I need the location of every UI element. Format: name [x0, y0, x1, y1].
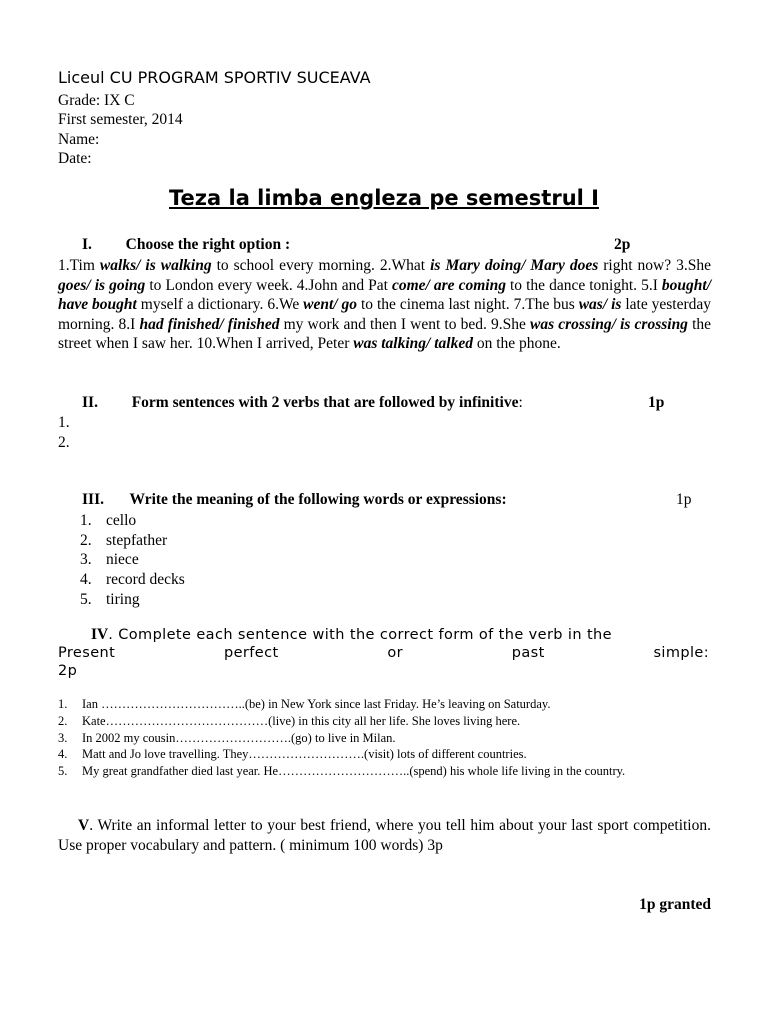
answer-option: bought/ have bought — [58, 276, 712, 314]
exercise-3-instruction: Write the meaning of the following words or expressions: — [129, 491, 507, 508]
sentence-text: late yesterday morning. 8.I — [58, 296, 712, 333]
answer-option: went/ go — [303, 296, 358, 314]
exercise-4-instruction: . Complete each sentence with the correct form of the verb in the — [108, 627, 612, 643]
list-item: 5. tiring — [80, 590, 140, 608]
exercise-5-instruction: . Write an informal letter to your best friend, where you tell him about your last sport competition. Use proper vocabulary and pattern. ( minimum 100 words) 3p — [58, 817, 711, 854]
list-item: 1. cello — [80, 512, 137, 529]
grade-line: Grade: IX C — [58, 92, 135, 109]
name-line: Name: — [58, 131, 100, 148]
exercise-2-heading — [82, 394, 523, 412]
page-title: Teza la limba engleza pe semestrul I — [169, 186, 599, 210]
exercise-2-line: 1. — [58, 414, 70, 431]
semester-line: First semester, 2014 — [58, 111, 183, 128]
sentence-text: to London every week. 4.John and Pat — [145, 276, 392, 294]
answer-option: was crossing/ is crossing — [529, 315, 688, 333]
exercise-3-list — [80, 511, 185, 610]
list-item: 4. record decks — [80, 571, 185, 589]
sentence-text: 1.Tim — [58, 257, 100, 274]
exercise-4-list — [58, 696, 713, 780]
exercise-1-number: I. — [82, 236, 92, 253]
answer-option: had finished/ finished — [139, 315, 280, 333]
list-item: 4. Matt and Jo love travelling. They……………………….(visit) lots of different countries. — [58, 747, 527, 762]
sentence-text: to school every morning. 2.What — [211, 257, 431, 274]
exercise-1-points: 2p — [614, 236, 631, 253]
answer-option: is Mary doing/ Mary does — [430, 257, 599, 274]
list-item: 1. Ian ……………………………..(be) in New York since last Friday. He’s leaving on Saturday. — [58, 697, 551, 711]
points-granted: 1p granted — [639, 896, 711, 913]
sentence-text: to the cinema last night. 7.The bus — [357, 296, 579, 314]
answer-option: goes/ is going — [58, 276, 146, 294]
school-name: Liceul CU PROGRAM SPORTIV SUCEAVA — [58, 68, 371, 87]
exercise-1-instruction: Choose the right option : — [125, 236, 291, 253]
list-item: 3. In 2002 my cousin……………………….(go) to live in Milan. — [58, 730, 396, 745]
exercise-5-number: V — [78, 817, 90, 834]
list-item: 3. niece — [80, 551, 139, 569]
date-line: Date: — [58, 150, 92, 167]
exercise-5-text — [58, 816, 711, 855]
exercise-4-points: 2p — [58, 663, 78, 679]
answer-option: was talking/ talked — [353, 335, 473, 353]
sentence-text: myself a dictionary. 6.We — [136, 296, 304, 314]
list-item: 5. My great grandfather died last year. He…………………………..(spend) his whole life living in the country. — [58, 764, 626, 779]
sentence-text: the street when I saw her. 10.When I arrived, Peter — [58, 315, 712, 353]
sentence-text: to the dance tonight. 5.I — [505, 276, 662, 294]
list-item: 2. Kate…………………………………(live) in this city all her life. She loves living here. — [58, 713, 521, 728]
exercise-3-number: III. — [82, 491, 104, 508]
exercise-3-points: 1p — [676, 491, 692, 508]
exercise-2-number: II. — [82, 394, 98, 411]
sentence-text: my work and then I went to bed. 9.She — [279, 315, 530, 333]
sentence-text: right now? 3.She — [598, 257, 711, 274]
answer-option: was/ is — [578, 296, 622, 314]
exercise-4-number: IV — [91, 626, 109, 643]
exercise-2-lines — [58, 413, 70, 452]
exercise-2-instruction: Form sentences with 2 verbs that are followed by infinitive — [131, 394, 519, 411]
exercise-4-heading — [58, 626, 709, 680]
exercise-2-line: 2. — [58, 433, 70, 451]
exercise-2-points: 1p — [648, 394, 665, 411]
list-item: 2. stepfather — [80, 531, 168, 549]
answer-option: come/ are coming — [391, 276, 506, 294]
sentence-text: on the phone. — [472, 335, 561, 353]
exercise-4-instruction-line2: Present perfect or past simple: — [58, 645, 709, 661]
exercise-3-heading — [82, 491, 507, 509]
exercise-2-colon: : — [518, 394, 523, 411]
exercise-1-text — [58, 256, 711, 354]
exercise-1-heading — [82, 236, 290, 254]
answer-option: walks/ is walking — [99, 257, 212, 274]
